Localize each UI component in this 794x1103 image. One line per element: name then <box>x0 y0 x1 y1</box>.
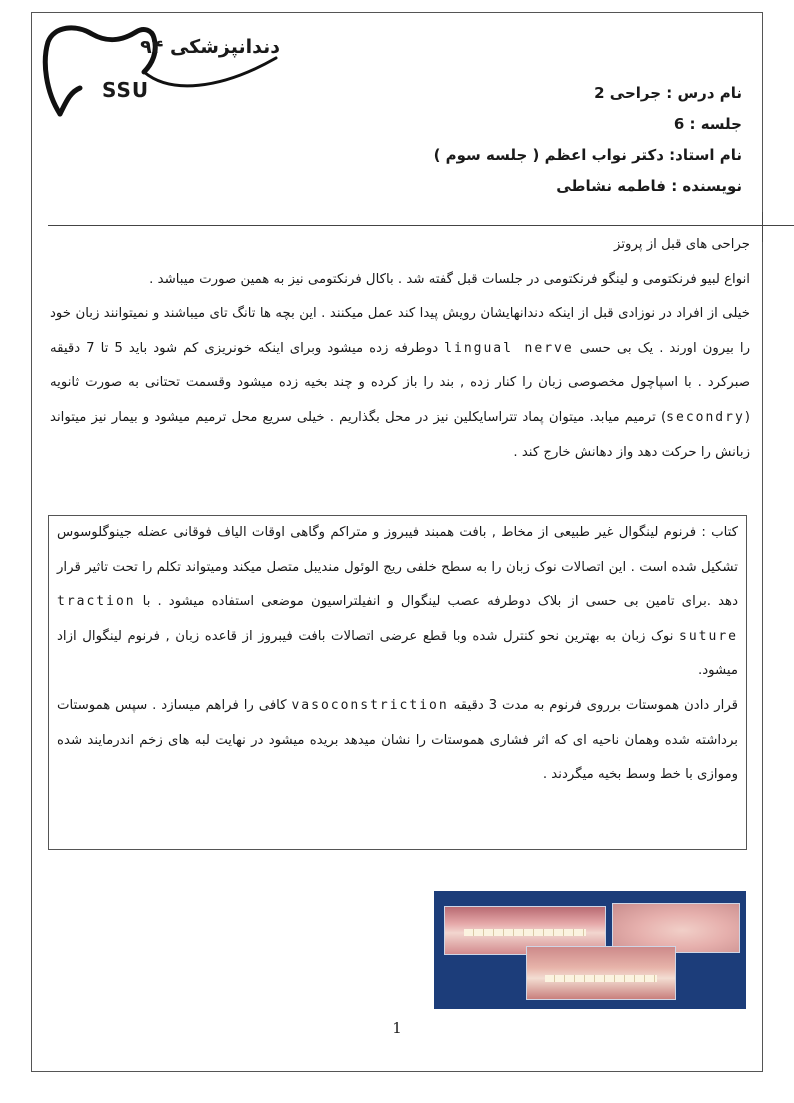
session-number: جلسه : 6 <box>673 115 742 133</box>
divider-corner-mark <box>762 212 763 242</box>
intro-paragraph: انواع لبیو فرنکتومی و لینگو فرنکتومی در جلسات قبل گفته شد . باکال فرنکتومی نیز به همین صورت میباشد . <box>149 271 750 287</box>
document-header <box>382 78 742 202</box>
paragraph-text: نوک زبان به بهترین نحو کنترل شده وبا قطع عرضی اتصالات بافت فیبروز از قاعده زبان , فرنوم لینگوال ازاد میشود. <box>57 628 738 679</box>
paragraph-text: کافی را فراهم میسازد . سپس هموستات برداشته شده وهمان ناحیه ای که اثر فشاری هموستات را نشان میدهد بریده میشود در نهایت لبه های زخم اندرمایند شده وموازی با خط وسط بخیه میگردند . <box>57 697 738 783</box>
term-lingual-nerve: lingual nerve <box>444 340 574 356</box>
term-secondary: secondry <box>666 409 745 425</box>
paragraph-text: خیلی از افراد در نوزادی قبل از اینکه دندانهایشان رویش پیدا کند عمل میکنند . این بچه ها تانگ تای میباشند و نمیتوانند زبان خود را بیرون اورند . یک بی حسی <box>50 306 750 356</box>
clinical-photos-panel <box>434 891 746 1009</box>
term-vasoconstriction: vasoconstriction <box>291 697 449 713</box>
ssu-dentistry-logo <box>40 22 280 120</box>
clinical-photo-mouth-lower <box>526 946 676 1000</box>
paragraph-text: ) ترمیم میابد. میتوان پماد تتراسایکلین نیز در محل بگذاریم . خیلی سریع محل ترمیم میشود و بیمار نیز میتواند زبانش را حرکت دهد واز دهانش خارج کند . <box>50 409 750 460</box>
section-title: جراحی های قبل از پروتز <box>614 237 750 252</box>
textbook-note-box <box>48 515 747 850</box>
paragraph-text: کتاب : فرنوم لینگوال غیر طبیعی از مخاط , بافت همبند فیبروز و متراکم وگاهی اوقات الیاف فوقانی عضله جینوگلوسوس تشکیل شده است . این اتصالات نوک زبان را به سطح خلفی ریج الوئول مندیبل متصل میکند ومیتواند تکلم را تحت تاثیر قرار دهد .برای تامین بی حسی از بلاک دوطرفه عصب لینگوال و انفیلتراسیون موضعی استفاده میشود . با <box>57 525 738 610</box>
page-number: 1 <box>392 1019 402 1037</box>
term-traction: traction <box>57 594 136 610</box>
header-divider <box>48 225 794 226</box>
writer-name: نویسنده : فاطمه نشاطی <box>556 177 742 195</box>
professor-name: نام استاد: دکتر نواب اعظم ( جلسه سوم ) <box>433 146 742 164</box>
textbook-paragraph <box>57 516 738 689</box>
tongue-tie-paragraph <box>50 297 750 470</box>
logo-abbreviation: SSU <box>102 78 150 102</box>
term-suture: suture <box>679 628 738 644</box>
course-name: نام درس : جراحی 2 <box>594 84 742 102</box>
hemostat-paragraph <box>57 689 738 793</box>
paragraph-text: دوطرفه زده میشود وبرای اینکه خونریزی کم شود باید 5 تا 7 دقیقه صبرکرد . با اسپاچول مخصوصی زبان را کنار زده , بند را باز کرده و چند بخیه زده میشود وقسمت تحتانی به صورت ثانویه ( <box>50 340 750 425</box>
logo-title: دندانپزشکی ۹۴ <box>140 36 280 58</box>
paragraph-text: قرار دادن هموستات برروی فرنوم به مدت 3 دقیقه <box>453 697 739 713</box>
main-content <box>50 228 750 470</box>
